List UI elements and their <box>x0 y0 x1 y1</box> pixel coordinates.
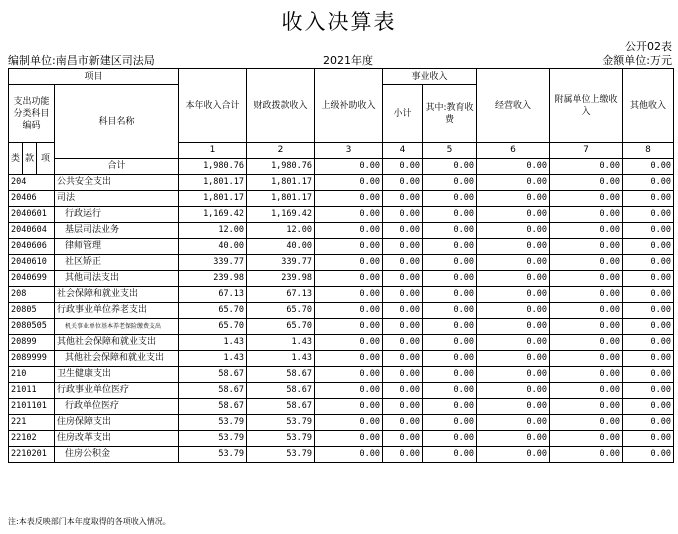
row-value-4: 0.00 <box>383 383 423 399</box>
row-value-4: 0.00 <box>383 351 423 367</box>
row-value-4: 0.00 <box>383 223 423 239</box>
row-value-4: 0.00 <box>383 399 423 415</box>
row-value-5: 0.00 <box>423 399 477 415</box>
row-value-5: 0.00 <box>423 303 477 319</box>
row-value-1: 53.79 <box>179 431 247 447</box>
row-value-3: 0.00 <box>315 431 383 447</box>
row-value-7: 0.00 <box>550 207 623 223</box>
row-value-1: 12.00 <box>179 223 247 239</box>
row-value-5: 0.00 <box>423 191 477 207</box>
row-value-8: 0.00 <box>623 367 674 383</box>
row-value-3: 0.00 <box>315 447 383 463</box>
form-number: 公开02表 <box>625 40 672 53</box>
row-value-8: 0.00 <box>623 303 674 319</box>
row-value-3: 0.00 <box>315 287 383 303</box>
row-code: 20899 <box>9 335 55 351</box>
row-name: 行政运行 <box>55 207 179 223</box>
row-value-1: 65.70 <box>179 303 247 319</box>
income-table <box>8 68 674 463</box>
row-value-4: 0.00 <box>383 335 423 351</box>
row-value-3: 0.00 <box>315 223 383 239</box>
table-row <box>9 351 674 367</box>
row-value-7: 0.00 <box>550 383 623 399</box>
row-value-2: 1,801.17 <box>247 175 315 191</box>
code-group-header: 支出功能分类科目编码 <box>9 85 55 143</box>
row-code: 210 <box>9 367 55 383</box>
xiang-header: 项 <box>37 143 55 175</box>
row-value-3: 0.00 <box>315 383 383 399</box>
row-code: 2040610 <box>9 255 55 271</box>
total-value-2: 1,980.76 <box>247 159 315 175</box>
table-row <box>9 175 674 191</box>
row-value-2: 65.70 <box>247 319 315 335</box>
row-value-8: 0.00 <box>623 447 674 463</box>
row-value-1: 40.00 <box>179 239 247 255</box>
row-code: 2101101 <box>9 399 55 415</box>
row-name: 基层司法业务 <box>55 223 179 239</box>
row-value-3: 0.00 <box>315 415 383 431</box>
row-value-7: 0.00 <box>550 319 623 335</box>
footnote: 注:本表反映部门本年度取得的各项收入情况。 <box>8 517 171 526</box>
row-value-1: 53.79 <box>179 415 247 431</box>
row-value-6: 0.00 <box>477 335 550 351</box>
row-value-2: 1,801.17 <box>247 191 315 207</box>
organization-label: 编制单位:南昌市新建区司法局 <box>8 54 155 67</box>
row-value-4: 0.00 <box>383 207 423 223</box>
total-value-8: 0.00 <box>623 159 674 175</box>
table-row <box>9 207 674 223</box>
row-value-8: 0.00 <box>623 239 674 255</box>
row-code: 20406 <box>9 191 55 207</box>
table-row <box>9 415 674 431</box>
row-value-6: 0.00 <box>477 367 550 383</box>
table-row <box>9 287 674 303</box>
row-value-8: 0.00 <box>623 415 674 431</box>
table-row <box>9 271 674 287</box>
row-name: 卫生健康支出 <box>55 367 179 383</box>
col-header-6: 经营收入 <box>477 69 550 143</box>
row-value-8: 0.00 <box>623 207 674 223</box>
row-value-5: 0.00 <box>423 383 477 399</box>
row-value-7: 0.00 <box>550 303 623 319</box>
row-value-7: 0.00 <box>550 255 623 271</box>
row-value-6: 0.00 <box>477 287 550 303</box>
total-value-4: 0.00 <box>383 159 423 175</box>
row-value-8: 0.00 <box>623 191 674 207</box>
row-value-6: 0.00 <box>477 255 550 271</box>
row-value-2: 40.00 <box>247 239 315 255</box>
project-header: 项目 <box>9 69 179 85</box>
row-code: 2089999 <box>9 351 55 367</box>
row-code: 204 <box>9 175 55 191</box>
row-code: 20805 <box>9 303 55 319</box>
table-row <box>9 447 674 463</box>
row-value-3: 0.00 <box>315 191 383 207</box>
row-name: 公共安全支出 <box>55 175 179 191</box>
row-name: 行政事业单位医疗 <box>55 383 179 399</box>
row-value-2: 58.67 <box>247 383 315 399</box>
row-value-5: 0.00 <box>423 319 477 335</box>
row-value-8: 0.00 <box>623 431 674 447</box>
row-value-1: 1.43 <box>179 335 247 351</box>
row-value-3: 0.00 <box>315 319 383 335</box>
row-value-4: 0.00 <box>383 175 423 191</box>
row-value-4: 0.00 <box>383 287 423 303</box>
row-code: 2040601 <box>9 207 55 223</box>
row-value-7: 0.00 <box>550 399 623 415</box>
row-value-8: 0.00 <box>623 287 674 303</box>
total-row <box>9 159 674 175</box>
table-row <box>9 319 674 335</box>
col-header-7: 附属单位上缴收入 <box>550 69 623 143</box>
row-value-6: 0.00 <box>477 431 550 447</box>
row-value-5: 0.00 <box>423 431 477 447</box>
row-value-1: 58.67 <box>179 367 247 383</box>
name-header: 科目名称 <box>55 85 179 159</box>
row-value-5: 0.00 <box>423 367 477 383</box>
row-value-6: 0.00 <box>477 239 550 255</box>
row-code: 22102 <box>9 431 55 447</box>
row-value-6: 0.00 <box>477 319 550 335</box>
row-value-3: 0.00 <box>315 351 383 367</box>
row-value-4: 0.00 <box>383 303 423 319</box>
row-value-6: 0.00 <box>477 415 550 431</box>
row-value-7: 0.00 <box>550 175 623 191</box>
col-header-5: 其中:教育收费 <box>423 85 477 143</box>
report-title: 收入决算表 <box>281 10 397 34</box>
row-value-2: 12.00 <box>247 223 315 239</box>
col-index-1: 1 <box>179 143 247 159</box>
row-value-1: 1,801.17 <box>179 175 247 191</box>
row-code: 2040699 <box>9 271 55 287</box>
row-name: 其他司法支出 <box>55 271 179 287</box>
col-header-3: 上级补助收入 <box>315 69 383 143</box>
row-value-8: 0.00 <box>623 335 674 351</box>
row-value-4: 0.00 <box>383 239 423 255</box>
row-code: 221 <box>9 415 55 431</box>
table-row <box>9 303 674 319</box>
table-row <box>9 383 674 399</box>
row-value-2: 67.13 <box>247 287 315 303</box>
col-index-6: 6 <box>477 143 550 159</box>
header-row-1 <box>9 69 674 85</box>
row-value-5: 0.00 <box>423 223 477 239</box>
row-name: 住房改革支出 <box>55 431 179 447</box>
table-row <box>9 239 674 255</box>
total-value-5: 0.00 <box>423 159 477 175</box>
total-label: 合计 <box>55 159 179 175</box>
row-value-7: 0.00 <box>550 239 623 255</box>
col-index-7: 7 <box>550 143 623 159</box>
row-name: 机关事业单位基本养老保险缴费支出 <box>55 319 179 335</box>
row-value-6: 0.00 <box>477 399 550 415</box>
table-row <box>9 223 674 239</box>
row-name: 住房公积金 <box>55 447 179 463</box>
row-value-5: 0.00 <box>423 287 477 303</box>
row-value-6: 0.00 <box>477 175 550 191</box>
row-value-8: 0.00 <box>623 351 674 367</box>
total-value-1: 1,980.76 <box>179 159 247 175</box>
row-code: 2080505 <box>9 319 55 335</box>
unit-label: 金额单位:万元 <box>602 54 672 67</box>
row-value-7: 0.00 <box>550 271 623 287</box>
col-index-2: 2 <box>247 143 315 159</box>
row-value-8: 0.00 <box>623 319 674 335</box>
row-value-5: 0.00 <box>423 415 477 431</box>
row-value-6: 0.00 <box>477 383 550 399</box>
row-value-3: 0.00 <box>315 303 383 319</box>
row-value-4: 0.00 <box>383 319 423 335</box>
row-value-6: 0.00 <box>477 207 550 223</box>
row-value-6: 0.00 <box>477 191 550 207</box>
row-value-8: 0.00 <box>623 399 674 415</box>
row-value-2: 65.70 <box>247 303 315 319</box>
row-value-3: 0.00 <box>315 399 383 415</box>
row-value-8: 0.00 <box>623 255 674 271</box>
row-value-7: 0.00 <box>550 223 623 239</box>
row-value-5: 0.00 <box>423 351 477 367</box>
row-code: 208 <box>9 287 55 303</box>
fiscal-year: 2021年度 <box>323 54 373 67</box>
row-value-8: 0.00 <box>623 223 674 239</box>
table-row <box>9 399 674 415</box>
row-value-1: 53.79 <box>179 447 247 463</box>
total-value-3: 0.00 <box>315 159 383 175</box>
row-value-3: 0.00 <box>315 175 383 191</box>
row-name: 住房保障支出 <box>55 415 179 431</box>
row-value-4: 0.00 <box>383 415 423 431</box>
row-value-4: 0.00 <box>383 447 423 463</box>
row-value-3: 0.00 <box>315 239 383 255</box>
row-name: 司法 <box>55 191 179 207</box>
row-value-6: 0.00 <box>477 303 550 319</box>
row-value-4: 0.00 <box>383 191 423 207</box>
row-value-1: 339.77 <box>179 255 247 271</box>
row-value-7: 0.00 <box>550 191 623 207</box>
row-code: 2040604 <box>9 223 55 239</box>
row-value-5: 0.00 <box>423 175 477 191</box>
row-name: 社区矫正 <box>55 255 179 271</box>
row-value-8: 0.00 <box>623 175 674 191</box>
row-value-1: 239.98 <box>179 271 247 287</box>
row-value-5: 0.00 <box>423 207 477 223</box>
row-name: 行政事业单位养老支出 <box>55 303 179 319</box>
col-index-5: 5 <box>423 143 477 159</box>
row-code: 2040606 <box>9 239 55 255</box>
row-value-4: 0.00 <box>383 271 423 287</box>
row-value-7: 0.00 <box>550 335 623 351</box>
row-name: 行政单位医疗 <box>55 399 179 415</box>
row-value-7: 0.00 <box>550 431 623 447</box>
row-value-8: 0.00 <box>623 383 674 399</box>
row-value-4: 0.00 <box>383 255 423 271</box>
total-value-7: 0.00 <box>550 159 623 175</box>
row-value-3: 0.00 <box>315 207 383 223</box>
row-value-7: 0.00 <box>550 351 623 367</box>
table-row <box>9 255 674 271</box>
lei-header: 类 <box>9 143 23 175</box>
row-code: 21011 <box>9 383 55 399</box>
row-value-2: 58.67 <box>247 367 315 383</box>
row-value-5: 0.00 <box>423 447 477 463</box>
row-value-1: 1,169.42 <box>179 207 247 223</box>
row-value-5: 0.00 <box>423 271 477 287</box>
col-header-1: 本年收入合计 <box>179 69 247 143</box>
row-value-5: 0.00 <box>423 239 477 255</box>
col-header-4: 小计 <box>383 85 423 143</box>
col-header-8: 其他收入 <box>623 69 674 143</box>
row-value-2: 58.67 <box>247 399 315 415</box>
row-name: 其他社会保障和就业支出 <box>55 351 179 367</box>
row-value-6: 0.00 <box>477 223 550 239</box>
row-value-2: 53.79 <box>247 431 315 447</box>
row-value-1: 67.13 <box>179 287 247 303</box>
row-value-7: 0.00 <box>550 447 623 463</box>
table-row <box>9 367 674 383</box>
row-value-6: 0.00 <box>477 447 550 463</box>
col-index-3: 3 <box>315 143 383 159</box>
row-name: 社会保障和就业支出 <box>55 287 179 303</box>
row-value-2: 1.43 <box>247 351 315 367</box>
row-value-3: 0.00 <box>315 367 383 383</box>
row-value-7: 0.00 <box>550 287 623 303</box>
row-value-2: 53.79 <box>247 447 315 463</box>
col-index-4: 4 <box>383 143 423 159</box>
row-value-5: 0.00 <box>423 255 477 271</box>
row-value-1: 1,801.17 <box>179 191 247 207</box>
row-value-8: 0.00 <box>623 271 674 287</box>
kuan-header: 款 <box>23 143 37 175</box>
row-value-2: 1,169.42 <box>247 207 315 223</box>
row-value-1: 1.43 <box>179 351 247 367</box>
row-name: 律师管理 <box>55 239 179 255</box>
col-index-8: 8 <box>623 143 674 159</box>
row-value-1: 58.67 <box>179 399 247 415</box>
row-value-4: 0.00 <box>383 431 423 447</box>
total-value-6: 0.00 <box>477 159 550 175</box>
row-value-2: 339.77 <box>247 255 315 271</box>
row-value-7: 0.00 <box>550 415 623 431</box>
row-value-4: 0.00 <box>383 367 423 383</box>
shiye-header: 事业收入 <box>383 69 477 85</box>
table-row <box>9 431 674 447</box>
table-row <box>9 335 674 351</box>
row-value-1: 65.70 <box>179 319 247 335</box>
table-row <box>9 191 674 207</box>
row-value-6: 0.00 <box>477 351 550 367</box>
row-code: 2210201 <box>9 447 55 463</box>
row-value-2: 239.98 <box>247 271 315 287</box>
row-value-3: 0.00 <box>315 271 383 287</box>
row-value-2: 53.79 <box>247 415 315 431</box>
row-value-6: 0.00 <box>477 271 550 287</box>
row-value-3: 0.00 <box>315 335 383 351</box>
row-value-3: 0.00 <box>315 255 383 271</box>
row-name: 其他社会保障和就业支出 <box>55 335 179 351</box>
row-value-2: 1.43 <box>247 335 315 351</box>
row-value-5: 0.00 <box>423 335 477 351</box>
row-value-1: 58.67 <box>179 383 247 399</box>
col-header-2: 财政拨款收入 <box>247 69 315 143</box>
row-value-7: 0.00 <box>550 367 623 383</box>
